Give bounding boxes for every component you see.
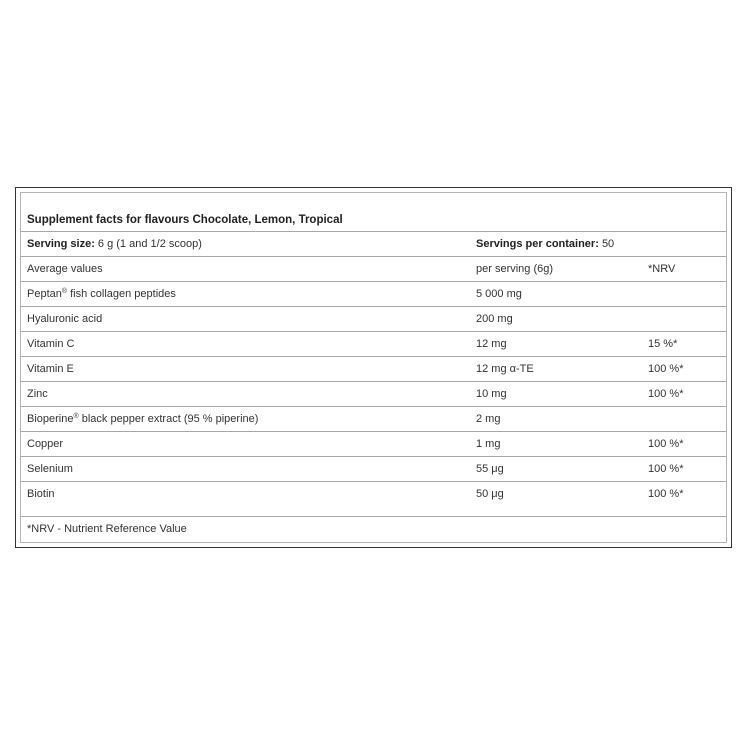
footnote: *NRV - Nutrient Reference Value bbox=[27, 523, 187, 535]
serving-size-value: 6 g (1 and 1/2 scoop) bbox=[97, 238, 202, 250]
table-row bbox=[21, 381, 726, 406]
ingredient-amount: 12 mg α-TE bbox=[476, 363, 534, 375]
ingredient-nrv: 100 %* bbox=[648, 488, 684, 500]
supplement-facts-table bbox=[20, 192, 727, 543]
table-row bbox=[21, 406, 726, 431]
ingredient-name: Vitamin E bbox=[27, 363, 74, 375]
supplement-facts-panel bbox=[15, 187, 732, 548]
ingredient-name: Vitamin C bbox=[27, 338, 75, 350]
ingredient-amount: 2 mg bbox=[476, 413, 501, 425]
ingredient-name: Zinc bbox=[27, 388, 48, 400]
table-row bbox=[21, 456, 726, 481]
ingredient-amount: 12 mg bbox=[476, 338, 507, 350]
table-title: Supplement facts for flavours Chocolate, Lemon, Tropical bbox=[27, 214, 343, 226]
table-row bbox=[21, 331, 726, 356]
table-row bbox=[21, 281, 726, 306]
ingredient-name: Bioperine® black pepper extract (95 % piperine) bbox=[27, 413, 259, 425]
column-header-nrv: *NRV bbox=[648, 263, 676, 275]
column-header-amount: per serving (6g) bbox=[476, 263, 554, 275]
servings-per-container-value: 50 bbox=[601, 238, 615, 250]
registered-mark: ® bbox=[73, 413, 79, 420]
serving-size bbox=[27, 232, 202, 256]
column-header-name: Average values bbox=[27, 263, 103, 275]
serving-size-label: Serving size: bbox=[27, 238, 95, 250]
ingredient-name: Copper bbox=[27, 438, 64, 450]
ingredient-amount: 200 mg bbox=[476, 313, 513, 325]
table-row bbox=[21, 306, 726, 331]
serving-row bbox=[21, 231, 726, 256]
ingredient-nrv: 100 %* bbox=[648, 438, 684, 450]
ingredient-nrv: 100 %* bbox=[648, 463, 684, 475]
ingredient-name: Hyaluronic acid bbox=[27, 313, 103, 325]
table-row bbox=[21, 481, 726, 506]
ingredient-amount: 50 μg bbox=[476, 488, 504, 500]
ingredient-amount: 1 mg bbox=[476, 438, 501, 450]
footnote-row bbox=[21, 516, 726, 544]
ingredient-name: Peptan® fish collagen peptides bbox=[27, 288, 176, 300]
ingredient-nrv: 100 %* bbox=[648, 388, 684, 400]
column-header-row bbox=[21, 256, 726, 281]
ingredient-name: Biotin bbox=[27, 488, 55, 500]
ingredient-amount: 55 μg bbox=[476, 463, 504, 475]
ingredient-nrv: 100 %* bbox=[648, 363, 684, 375]
ingredient-amount: 10 mg bbox=[476, 388, 507, 400]
table-row bbox=[21, 431, 726, 456]
ingredient-nrv: 15 %* bbox=[648, 338, 678, 350]
ingredient-amount: 5 000 mg bbox=[476, 288, 522, 300]
registered-mark: ® bbox=[61, 288, 68, 295]
servings-per-container bbox=[476, 232, 614, 256]
table-row bbox=[21, 356, 726, 381]
servings-per-container-label: Servings per container: bbox=[476, 238, 599, 250]
ingredient-name: Selenium bbox=[27, 463, 73, 475]
